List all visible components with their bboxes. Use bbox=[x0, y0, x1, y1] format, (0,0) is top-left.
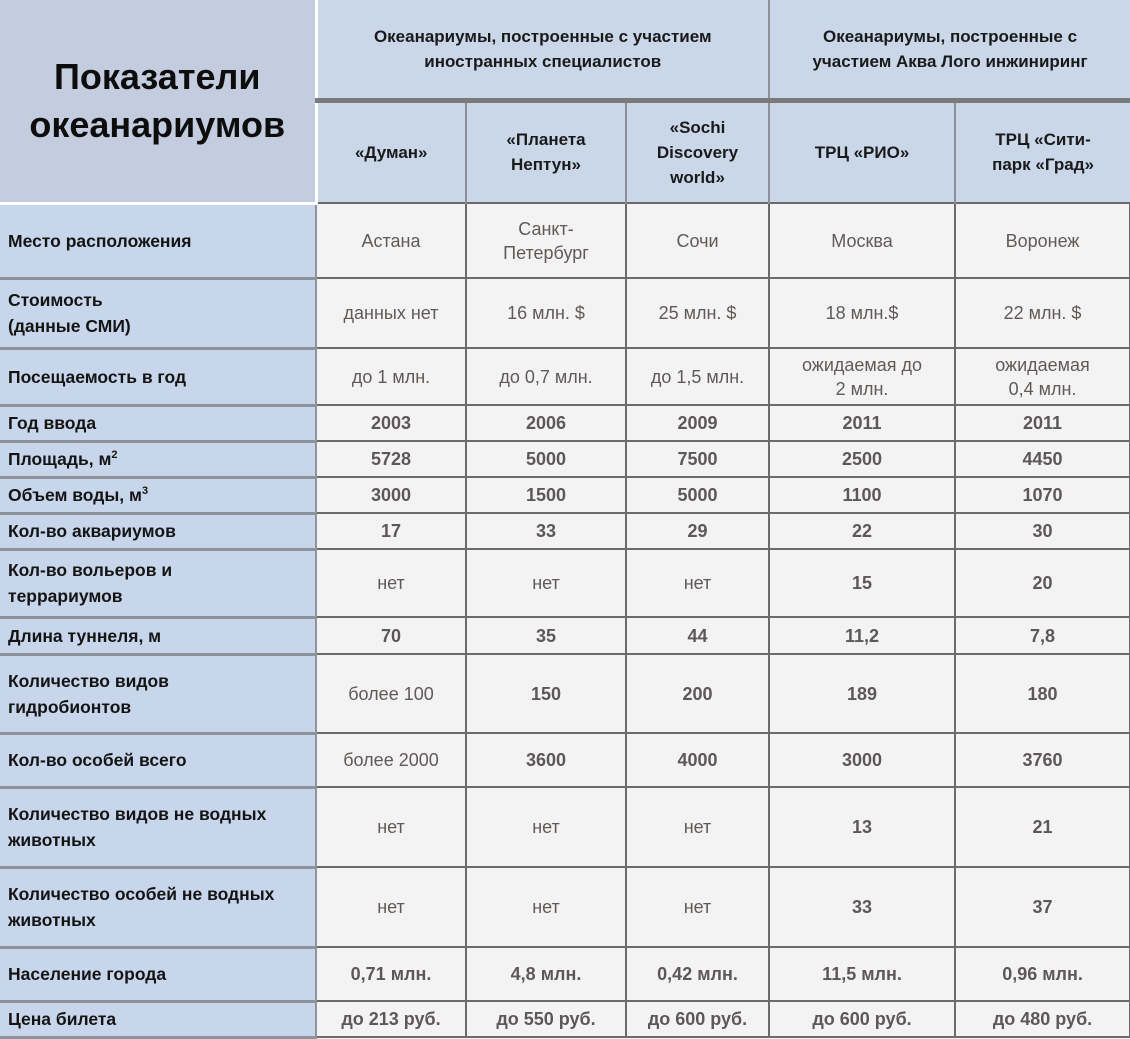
cell-value: до 550 руб. bbox=[496, 1009, 596, 1029]
row-label bbox=[0, 203, 316, 278]
cell-value: Санкт-Петербург bbox=[503, 218, 589, 263]
column-header-label: ТРЦ «РИО» bbox=[814, 142, 910, 162]
table-cell bbox=[316, 513, 466, 549]
cell-value: 37 bbox=[1032, 897, 1053, 917]
row-label bbox=[0, 1001, 316, 1037]
row-label bbox=[0, 405, 316, 441]
cell-value: 33 bbox=[535, 521, 557, 541]
table-cell bbox=[626, 787, 769, 867]
cell-value: нет bbox=[532, 897, 560, 917]
cell-value: до 0,7 млн. bbox=[499, 366, 593, 387]
cell-value: 3000 bbox=[370, 485, 412, 505]
group-header-foreign bbox=[316, 0, 769, 100]
table-cell bbox=[626, 1001, 769, 1037]
table-row bbox=[0, 405, 1130, 441]
cell-value: 5000 bbox=[677, 485, 718, 505]
table-cell bbox=[769, 947, 955, 1001]
group-header-label: Океанариумы, построенные с участием иностранных специалистов bbox=[373, 26, 712, 71]
cell-value: 1500 bbox=[525, 485, 567, 505]
cell-value: 11,2 bbox=[844, 625, 880, 646]
table-row bbox=[0, 513, 1130, 549]
cell-value: нет bbox=[683, 573, 712, 593]
row-label-text: Кол-во аквариумов bbox=[8, 521, 176, 541]
column-header-duman bbox=[316, 100, 466, 203]
cell-value: 180 bbox=[1027, 683, 1058, 704]
table-cell bbox=[466, 513, 626, 549]
cell-value: 3000 bbox=[841, 750, 883, 770]
table-cell bbox=[466, 549, 626, 617]
column-header-trc-siti-park-grad bbox=[955, 100, 1130, 203]
table-row bbox=[0, 617, 1130, 654]
row-label-text: Цена билета bbox=[8, 1009, 117, 1029]
table-row bbox=[0, 1001, 1130, 1037]
table-cell bbox=[769, 787, 955, 867]
table-cell bbox=[955, 477, 1130, 513]
cell-value: 7500 bbox=[677, 449, 718, 469]
table-body bbox=[0, 203, 1130, 1037]
row-label-text: Посещаемость в год bbox=[8, 366, 187, 387]
cell-value: Астана bbox=[361, 230, 421, 251]
table-row bbox=[0, 348, 1130, 405]
cell-value: 25 млн. $ bbox=[658, 303, 737, 323]
row-label-text: Объем воды, м bbox=[8, 485, 142, 505]
cell-value: до 480 руб. bbox=[992, 1009, 1093, 1029]
cell-value: ожидаемая 0,4 млн. bbox=[995, 354, 1090, 399]
cell-value: до 600 руб. bbox=[812, 1009, 912, 1029]
row-label-text: Длина туннеля, м bbox=[8, 625, 162, 646]
cell-value: 30 bbox=[1032, 521, 1053, 541]
table-cell bbox=[626, 947, 769, 1001]
table-cell bbox=[466, 278, 626, 348]
cell-value: нет bbox=[377, 573, 405, 593]
table-cell bbox=[466, 348, 626, 405]
cell-value: до 600 руб. bbox=[647, 1009, 748, 1029]
cell-value: 1070 bbox=[1022, 485, 1063, 505]
table-row bbox=[0, 867, 1130, 947]
table-cell bbox=[466, 477, 626, 513]
cell-value: 21 bbox=[1032, 817, 1053, 837]
table-cell bbox=[466, 787, 626, 867]
table-cell bbox=[955, 1001, 1130, 1037]
table-cell bbox=[316, 947, 466, 1001]
table-cell bbox=[626, 617, 769, 654]
table-cell bbox=[316, 787, 466, 867]
table-cell bbox=[626, 348, 769, 405]
column-header-label: «Sochi Discovery world» bbox=[656, 117, 739, 187]
row-label-text: Год ввода bbox=[8, 413, 97, 433]
table-cell bbox=[626, 733, 769, 787]
row-label bbox=[0, 549, 316, 617]
cell-value: 2500 bbox=[841, 449, 883, 469]
table-row bbox=[0, 203, 1130, 278]
cell-value: данных нет bbox=[343, 303, 439, 323]
cell-value: более 100 bbox=[348, 683, 434, 704]
cell-value: 29 bbox=[687, 521, 708, 541]
table-cell bbox=[769, 513, 955, 549]
table-cell bbox=[955, 203, 1130, 278]
cell-value: 20 bbox=[1032, 573, 1053, 593]
cell-value: 0,42 млн. bbox=[657, 964, 738, 984]
table-cell bbox=[466, 617, 626, 654]
table-cell bbox=[955, 617, 1130, 654]
table-cell bbox=[466, 405, 626, 441]
table-cell bbox=[769, 1001, 955, 1037]
cell-value: 7,8 bbox=[1030, 625, 1056, 646]
table-cell bbox=[626, 278, 769, 348]
cell-value: нет bbox=[377, 817, 405, 837]
table-cell bbox=[955, 549, 1130, 617]
table-cell bbox=[769, 617, 955, 654]
cell-value: 44 bbox=[687, 625, 708, 646]
corner-title-text: Показатели океанариумов bbox=[29, 55, 286, 145]
table-cell bbox=[316, 477, 466, 513]
unit-superscript: 2 bbox=[111, 449, 118, 462]
cell-value: 15 bbox=[852, 573, 873, 593]
cell-value: 70 bbox=[380, 625, 402, 646]
group-header-aqualogo bbox=[769, 0, 1130, 100]
row-label-text: Кол-во особей всего bbox=[8, 750, 187, 770]
table-cell bbox=[626, 549, 769, 617]
table-row bbox=[0, 441, 1130, 477]
row-label-text: Количество особей не водных животных bbox=[8, 884, 275, 930]
table-cell bbox=[955, 787, 1130, 867]
table-cell bbox=[316, 278, 466, 348]
cell-value: 1100 bbox=[842, 485, 882, 505]
cell-value: до 1 млн. bbox=[351, 366, 431, 387]
cell-value: 2009 bbox=[677, 413, 718, 433]
cell-value: ожидаемая до 2 млн. bbox=[801, 354, 923, 399]
cell-value: 5000 bbox=[525, 449, 567, 469]
table-cell bbox=[955, 405, 1130, 441]
row-label bbox=[0, 733, 316, 787]
cell-value: нет bbox=[532, 573, 560, 593]
cell-value: 16 млн. $ bbox=[507, 303, 585, 323]
table-cell bbox=[316, 203, 466, 278]
cell-value: 33 bbox=[852, 897, 873, 917]
row-label bbox=[0, 867, 316, 947]
cell-value: 35 bbox=[535, 625, 557, 646]
table-cell bbox=[466, 867, 626, 947]
cell-value: 4,8 млн. bbox=[510, 964, 582, 984]
table-cell bbox=[626, 441, 769, 477]
table-cell bbox=[466, 947, 626, 1001]
cell-value: 4450 bbox=[1022, 449, 1063, 469]
row-label bbox=[0, 441, 316, 477]
cell-value: 3760 bbox=[1022, 750, 1063, 770]
cell-value: 150 bbox=[530, 683, 562, 704]
table-cell bbox=[769, 348, 955, 405]
table-cell bbox=[626, 513, 769, 549]
table-cell bbox=[955, 441, 1130, 477]
cell-value: 0,71 млн. bbox=[350, 964, 432, 984]
table-cell bbox=[955, 947, 1130, 1001]
table-cell bbox=[466, 654, 626, 733]
table-cell bbox=[316, 549, 466, 617]
table-cell bbox=[769, 477, 955, 513]
row-label-text: Количество видов не водных животных bbox=[8, 804, 267, 850]
column-header-sochi-discovery bbox=[626, 100, 769, 203]
table-cell bbox=[955, 348, 1130, 405]
table-row bbox=[0, 477, 1130, 513]
table-cell bbox=[955, 513, 1130, 549]
cell-value: 22 bbox=[852, 521, 873, 541]
table-cell bbox=[769, 278, 955, 348]
row-label-text: Место расположения bbox=[8, 230, 192, 251]
table-cell bbox=[466, 441, 626, 477]
table-cell bbox=[955, 278, 1130, 348]
table-cell bbox=[316, 1001, 466, 1037]
cell-value: Москва bbox=[831, 230, 893, 251]
column-header-label: «Думан» bbox=[354, 142, 428, 162]
cell-value: нет bbox=[683, 817, 712, 837]
cell-value: 11,5 млн. bbox=[822, 964, 902, 984]
row-label-text: Количество видов гидробионтов bbox=[8, 670, 169, 717]
row-label bbox=[0, 654, 316, 733]
table-cell bbox=[955, 733, 1130, 787]
row-label-text: Стоимость (данные СМИ) bbox=[8, 290, 131, 336]
table-cell bbox=[769, 203, 955, 278]
cell-value: 5728 bbox=[370, 449, 412, 469]
row-label-text: Кол-во вольеров и террариумов bbox=[8, 560, 173, 606]
column-header-label: «Планета Нептун» bbox=[506, 130, 586, 175]
table-cell bbox=[466, 1001, 626, 1037]
cell-value: 200 bbox=[682, 683, 713, 704]
table-corner-title bbox=[0, 0, 316, 203]
table-cell bbox=[769, 654, 955, 733]
cell-value: 0,96 млн. bbox=[1002, 964, 1083, 984]
table-cell bbox=[769, 733, 955, 787]
unit-superscript: 3 bbox=[141, 485, 149, 498]
column-header-planeta-neptun bbox=[466, 100, 626, 203]
table-cell bbox=[769, 549, 955, 617]
cell-value: 13 bbox=[852, 817, 873, 837]
cell-value: нет bbox=[532, 817, 560, 837]
column-header-trc-rio bbox=[769, 100, 955, 203]
cell-value: 22 млн. $ bbox=[1003, 303, 1082, 323]
table-cell bbox=[769, 867, 955, 947]
table-cell bbox=[626, 203, 769, 278]
table-row bbox=[0, 654, 1130, 733]
table-cell bbox=[955, 654, 1130, 733]
row-label bbox=[0, 947, 316, 1001]
table-cell bbox=[626, 405, 769, 441]
cell-value: нет bbox=[683, 897, 712, 917]
cell-value: 4000 bbox=[677, 750, 718, 770]
cell-value: до 1,5 млн. bbox=[650, 366, 745, 387]
table-cell bbox=[466, 733, 626, 787]
table-cell bbox=[316, 348, 466, 405]
column-header-label: ТРЦ «Сити-парк «Град» bbox=[992, 130, 1094, 175]
row-label bbox=[0, 513, 316, 549]
row-label bbox=[0, 787, 316, 867]
cell-value: 3600 bbox=[525, 750, 567, 770]
table-cell bbox=[466, 203, 626, 278]
row-label bbox=[0, 477, 316, 513]
table-row bbox=[0, 278, 1130, 348]
table-row bbox=[0, 947, 1130, 1001]
row-label-text: Население города bbox=[8, 964, 167, 984]
table-row bbox=[0, 787, 1130, 867]
table-cell bbox=[316, 733, 466, 787]
table-cell bbox=[316, 617, 466, 654]
cell-value: 18 млн.$ bbox=[825, 303, 899, 323]
cell-value: 2011 bbox=[842, 413, 882, 433]
table-row bbox=[0, 733, 1130, 787]
cell-value: 2011 bbox=[1022, 413, 1063, 433]
table-cell bbox=[626, 867, 769, 947]
cell-value: 2003 bbox=[370, 413, 412, 433]
table-cell bbox=[769, 405, 955, 441]
table-cell bbox=[316, 867, 466, 947]
row-label bbox=[0, 348, 316, 405]
row-label-text: Площадь, м bbox=[8, 449, 112, 469]
cell-value: Воронеж bbox=[1005, 230, 1080, 251]
table-cell bbox=[626, 654, 769, 733]
cell-value: 2006 bbox=[525, 413, 567, 433]
table-cell bbox=[316, 441, 466, 477]
table-cell bbox=[769, 441, 955, 477]
table-row bbox=[0, 549, 1130, 617]
cell-value: Сочи bbox=[676, 230, 719, 251]
cell-value: 17 bbox=[380, 521, 402, 541]
cell-value: более 2000 bbox=[343, 750, 439, 770]
table-cell bbox=[316, 405, 466, 441]
table-cell bbox=[626, 477, 769, 513]
group-header-label: Океанариумы, построенные с участием Аква Лого инжиниринг bbox=[812, 26, 1088, 71]
table-cell bbox=[316, 654, 466, 733]
row-label bbox=[0, 278, 316, 348]
cell-value: нет bbox=[377, 897, 405, 917]
cell-value: до 213 руб. bbox=[341, 1009, 441, 1029]
cell-value: 189 bbox=[846, 683, 878, 704]
row-label bbox=[0, 617, 316, 654]
table-cell bbox=[955, 867, 1130, 947]
